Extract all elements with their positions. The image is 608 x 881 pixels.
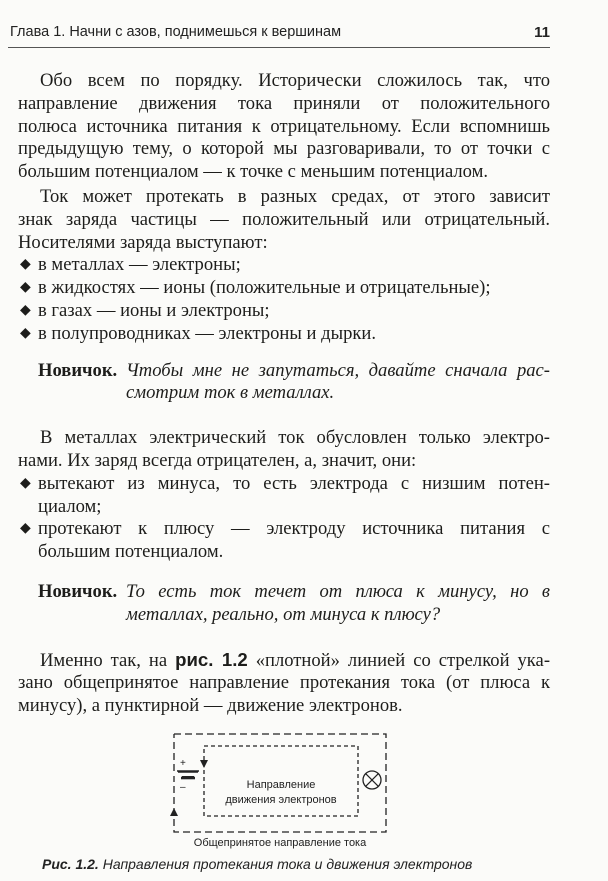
figure-caption	[42, 856, 472, 872]
electron-behaviour-list	[18, 473, 550, 564]
text-fragment: «плотной» линией со стрелкой ука-	[247, 649, 551, 671]
novice-note	[38, 581, 550, 627]
text-line: В металлах электрический ток обусловлен только электро-	[40, 427, 550, 449]
list-item-text: в полупроводниках — электроны и дырки.	[38, 322, 377, 344]
carriers-list	[18, 254, 550, 345]
note-text-line: металлах, реально, от минуса к плюсу?	[126, 603, 441, 625]
text-line: зано общепринятое направление протекания тока (от плюса к	[18, 672, 550, 694]
circuit-figure	[160, 728, 400, 850]
current-arrow-icon	[170, 808, 178, 816]
electron-arrow-icon	[200, 760, 208, 768]
list-item	[18, 300, 550, 323]
list-item	[18, 254, 550, 277]
text-line: полюса источника питания к отрицательному. Если вспомнишь	[18, 115, 550, 137]
current-label: Общепринятое направление тока	[193, 837, 367, 849]
list-item-text: большим потенциалом.	[38, 541, 224, 563]
list-item-text: протекают к плюсу — электроду источника питания с	[38, 518, 550, 540]
header-rule	[8, 47, 550, 48]
bullet-icon: ◆	[20, 257, 31, 273]
text-line: Носителями заряда выступают:	[18, 231, 268, 253]
list-item-text: циалом;	[38, 495, 102, 517]
text-line: предыдущую тему, о которой мы разговаривали, то от точки с	[18, 138, 550, 160]
lamp-icon	[363, 771, 381, 789]
note-text-line: смотрим ток в металлах.	[126, 382, 335, 404]
text-line: Ток может протекать в разных средах, от этого зависит	[40, 185, 550, 207]
figure-reference: рис. 1.2	[175, 648, 248, 670]
paragraph-media	[18, 186, 550, 254]
paragraph-metals	[18, 427, 550, 473]
list-item	[18, 473, 550, 519]
list-item-text: в жидкостях — ионы (положительные и отрицательные);	[38, 277, 491, 299]
page-number: 11	[534, 24, 550, 41]
bullet-icon: ◆	[20, 325, 31, 341]
caption-number: Рис. 1.2.	[42, 856, 99, 872]
bullet-icon: ◆	[20, 475, 31, 491]
note-label: Новичок.	[38, 359, 118, 381]
text-line: нами. Их заряд всегда отрицателен, а, значит, они:	[18, 449, 417, 471]
electron-label: движения электронов	[225, 794, 337, 806]
list-item	[18, 277, 550, 300]
text-line: направление движения тока приняли от положительного	[18, 92, 550, 114]
text-line: знак заряда частицы — положительный или отрицательный.	[18, 208, 550, 230]
plus-sign: +	[180, 758, 186, 769]
page-body	[18, 70, 550, 718]
list-item	[18, 323, 550, 346]
minus-sign: –	[180, 782, 186, 793]
note-label: Новичок.	[38, 580, 118, 602]
list-item-text: вытекают из минуса, то есть электрода с низшим потен-	[38, 472, 550, 494]
paragraph-current-direction	[18, 70, 550, 184]
novice-note	[38, 360, 550, 406]
note-text-line: Чтобы мне не запутаться, давайте сначала рас-	[126, 359, 550, 381]
paragraph-figure-ref	[18, 649, 550, 718]
bullet-icon: ◆	[20, 280, 31, 296]
text-fragment: Именно так, на	[40, 649, 176, 671]
bullet-icon: ◆	[20, 302, 31, 318]
list-item-text: в газах — ионы и электроны;	[38, 299, 270, 321]
caption-text: Направления протекания тока и движения электронов	[98, 856, 473, 872]
list-item-text: в металлах — электроны;	[38, 254, 241, 276]
text-line: большим потенциалом — к точке с меньшим потенциалом.	[18, 161, 488, 183]
electron-label: Направление	[246, 779, 316, 791]
list-item	[18, 518, 550, 564]
text-line	[18, 649, 550, 673]
note-text-line: То есть ток течет от плюса к минусу, но в	[126, 580, 550, 602]
running-head: Глава 1. Начни с азов, поднимешься к вершинам	[10, 24, 342, 40]
bullet-icon: ◆	[20, 521, 31, 537]
text-line: минусу), а пунктирной — движение электронов.	[18, 695, 403, 717]
text-line: Обо всем по порядку. Исторически сложилось так, что	[40, 70, 550, 91]
